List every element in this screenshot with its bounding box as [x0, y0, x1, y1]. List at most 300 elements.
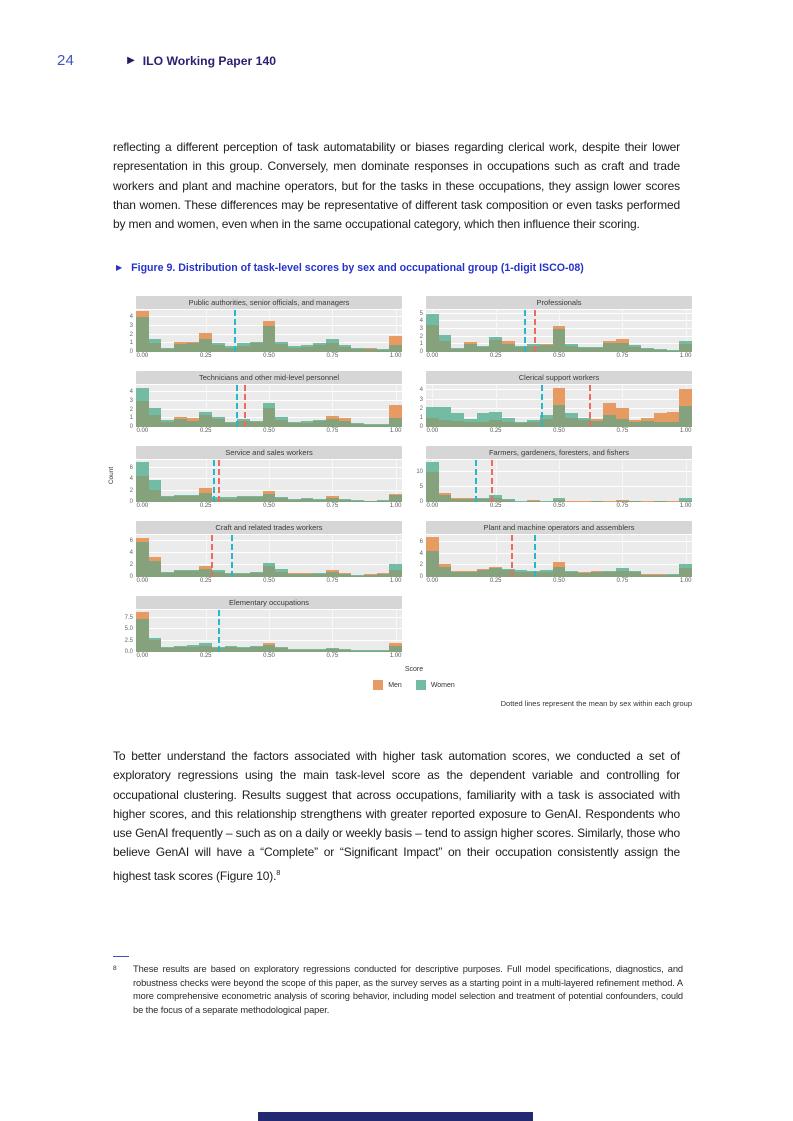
panel-mid	[408, 535, 692, 580]
bar-men	[641, 418, 654, 421]
bar-women	[527, 420, 540, 423]
header-title: ILO Working Paper 140	[142, 53, 276, 68]
page-header	[57, 52, 276, 69]
panel-title: Public authorities, senior officials, and managers	[136, 296, 402, 309]
footnote-text: These results are based on exploratory regressions conducted for descriptive purposes. Full model specifications, diagnostics, and robustness checks were beyond the scope of this paper, as the survey serves as a starting point in a multi-layered refinement method. A more comprehensive econometric analysis of scoring behavior, including model selection and treatment of potential confounders, could be the focus of a separate methodological paper.	[133, 964, 683, 1015]
bar-women	[250, 421, 263, 422]
bar-women	[136, 462, 149, 476]
legend-item-women	[416, 680, 455, 690]
bar-women	[275, 497, 288, 498]
bar-women	[149, 408, 162, 415]
y-tick-label: 0	[129, 574, 133, 580]
y-tick-label: 2	[419, 333, 423, 340]
bar-men	[136, 311, 149, 317]
x-tick-label: 1.00	[679, 353, 692, 359]
bar-men	[553, 388, 566, 405]
figure-panels-grid	[108, 296, 692, 662]
bar-women	[377, 349, 390, 350]
page-number: 24	[57, 52, 75, 69]
bar-women	[591, 347, 604, 348]
x-tick-label: 0.25	[489, 503, 502, 509]
bar-women	[187, 495, 200, 496]
x-tick-label: 1.00	[389, 503, 402, 509]
x-tick-label: 0.25	[489, 428, 502, 434]
bar-women	[565, 413, 578, 418]
x-tick-label: 0.50	[553, 353, 565, 359]
bar-overlap	[553, 405, 566, 427]
bar-overlap	[426, 551, 439, 577]
bar-overlap	[464, 344, 477, 352]
bar-men	[326, 570, 339, 572]
bar-overlap	[149, 640, 162, 652]
bar-women	[313, 420, 326, 421]
bar-women	[679, 564, 692, 568]
panel-title: Craft and related trades workers	[136, 521, 402, 534]
mean-line-women	[236, 385, 238, 427]
bar-women	[288, 346, 301, 348]
panel-2	[408, 296, 692, 362]
y-tick-label: 3	[129, 322, 133, 329]
mean-line-women	[524, 310, 526, 352]
bar-overlap	[389, 495, 402, 502]
bar-men	[199, 488, 212, 493]
bar-men	[616, 408, 629, 419]
x-tick-label: 0.75	[326, 653, 339, 659]
bar-women	[553, 498, 566, 500]
bar-men	[187, 418, 200, 421]
y-tick-label: 7.5	[124, 614, 133, 621]
bar-men	[377, 573, 390, 574]
panel-6	[408, 446, 692, 512]
x-tick-label: 0.50	[263, 353, 275, 359]
panel-y-axis	[408, 310, 426, 355]
panel-plot-area	[136, 460, 402, 502]
bar-overlap	[603, 415, 616, 427]
y-tick-label: 4	[419, 387, 423, 394]
bar-men	[578, 572, 591, 573]
bar-women	[199, 412, 212, 415]
bar-men	[136, 538, 149, 542]
x-tick-label: 0.75	[616, 503, 629, 509]
bar-women	[426, 407, 439, 418]
bar-men	[553, 562, 566, 567]
bar-men	[477, 569, 490, 570]
bar-overlap	[275, 420, 288, 427]
panel-x-axis	[136, 577, 402, 587]
y-tick-label: 0	[419, 424, 423, 430]
bar-women	[275, 417, 288, 420]
gridline-vertical	[559, 460, 560, 502]
bar-women	[288, 422, 301, 423]
bar-overlap	[389, 570, 402, 577]
bar-overlap	[439, 567, 452, 577]
panel-title: Service and sales workers	[136, 446, 402, 459]
x-tick-label: 0.75	[326, 503, 339, 509]
bar-women	[629, 571, 642, 572]
bar-women	[351, 575, 364, 576]
panel-y-axis	[408, 460, 426, 505]
bar-women	[212, 417, 225, 420]
x-tick-label: 0.75	[326, 428, 339, 434]
bar-women	[301, 421, 314, 423]
bar-men	[339, 418, 352, 421]
bar-overlap	[263, 566, 276, 577]
y-tick-label: 5	[419, 484, 423, 490]
bar-men	[136, 612, 149, 619]
bar-women	[313, 343, 326, 345]
panel-plot-area	[136, 310, 402, 352]
footnote-body	[113, 963, 683, 1017]
bar-women	[301, 345, 314, 347]
panel-mid	[408, 385, 692, 430]
x-tick-label: 0.00	[426, 353, 439, 359]
bar-women	[161, 572, 174, 573]
bar-overlap	[199, 339, 212, 352]
bar-overlap	[426, 325, 439, 352]
bar-men	[389, 336, 402, 345]
x-tick-label: 0.00	[426, 428, 439, 434]
x-tick-label: 0.00	[136, 503, 149, 509]
panel-mid	[118, 310, 402, 355]
bar-women	[351, 423, 364, 424]
y-tick-label: 0	[129, 499, 133, 505]
y-tick-label: 1	[419, 341, 423, 348]
bar-women	[237, 343, 250, 346]
bar-women	[187, 570, 200, 571]
y-tick-label: 1	[129, 340, 133, 347]
bar-men	[591, 419, 604, 421]
mean-line-women	[234, 310, 236, 352]
panel-7	[118, 521, 402, 587]
bar-men	[364, 348, 377, 350]
bar-women	[250, 646, 263, 647]
bar-men	[540, 344, 553, 346]
panel-1	[118, 296, 402, 362]
panel-mid	[118, 535, 402, 580]
bar-men	[301, 573, 314, 574]
bar-men	[629, 420, 642, 422]
bar-overlap	[149, 490, 162, 502]
bar-women	[629, 345, 642, 347]
bar-women	[489, 337, 502, 340]
mean-line-women	[541, 385, 543, 427]
bar-overlap	[212, 419, 225, 427]
y-tick-label: 2	[129, 406, 133, 413]
figure-caption	[116, 262, 680, 274]
x-tick-label: 0.25	[199, 653, 212, 659]
bar-women	[250, 342, 263, 344]
bar-overlap	[540, 345, 553, 352]
bar-men	[389, 494, 402, 495]
x-tick-label: 0.25	[489, 578, 502, 584]
bar-overlap	[553, 567, 566, 577]
panel-y-axis	[118, 610, 136, 655]
x-tick-label: 0.00	[426, 578, 439, 584]
bar-overlap	[489, 420, 502, 427]
bar-women	[351, 348, 364, 349]
mean-line-men	[534, 310, 536, 352]
bar-women	[377, 500, 390, 501]
x-tick-label: 0.00	[426, 503, 439, 509]
mean-line-men	[589, 385, 591, 427]
y-tick-label: 4	[129, 389, 133, 395]
bar-men	[451, 571, 464, 572]
bar-women	[377, 424, 390, 425]
bar-women	[237, 647, 250, 648]
bar-overlap	[426, 418, 439, 427]
bar-women	[161, 496, 174, 497]
mean-line-men	[511, 535, 513, 577]
bar-overlap	[389, 345, 402, 352]
y-tick-label: 1	[419, 414, 423, 421]
bar-overlap	[149, 343, 162, 352]
mean-line-men	[244, 385, 246, 427]
y-tick-label: 6	[129, 538, 133, 544]
bar-men	[426, 537, 439, 550]
y-tick-label: 2	[129, 562, 133, 568]
bar-women	[351, 500, 364, 501]
panel-mid	[118, 610, 402, 655]
mean-line-men	[491, 460, 493, 502]
bar-overlap	[603, 343, 616, 352]
y-tick-label: 0	[129, 349, 133, 355]
panel-mid	[118, 460, 402, 505]
bar-women	[540, 570, 553, 572]
panel-3	[118, 371, 402, 437]
panel-y-axis	[118, 535, 136, 580]
bar-women	[199, 643, 212, 646]
mean-line-women	[231, 535, 233, 577]
bar-women	[426, 462, 439, 473]
bar-men	[451, 498, 464, 499]
y-tick-label: 3	[419, 396, 423, 403]
bar-overlap	[565, 418, 578, 427]
gridline-vertical	[622, 460, 623, 502]
bar-women	[301, 498, 314, 499]
footnote-reference: 8	[276, 867, 281, 877]
bar-women	[667, 574, 680, 575]
bar-overlap	[679, 406, 692, 427]
panel-mid	[408, 460, 692, 505]
x-tick-label: 0.75	[616, 353, 629, 359]
bar-men	[187, 342, 200, 344]
y-tick-label: 6	[419, 539, 423, 545]
bar-women	[288, 499, 301, 500]
bar-women	[426, 314, 439, 325]
panel-x-axis	[136, 502, 402, 512]
bar-men	[616, 500, 629, 501]
y-tick-label: 2	[129, 331, 133, 338]
y-tick-label: 2	[419, 405, 423, 412]
x-tick-label: 0.75	[616, 428, 629, 434]
bar-men	[389, 405, 402, 418]
bar-women	[174, 495, 187, 496]
bar-women	[439, 335, 452, 340]
panel-title: Professionals	[426, 296, 692, 309]
bar-men	[149, 557, 162, 561]
bar-overlap	[489, 340, 502, 352]
bar-overlap	[326, 343, 339, 352]
bar-overlap	[136, 476, 149, 502]
mean-line-men	[211, 535, 213, 577]
x-tick-label: 0.25	[489, 353, 502, 359]
y-tick-label: 1	[129, 415, 133, 422]
bar-men	[326, 496, 339, 498]
x-tick-label: 0.75	[616, 578, 629, 584]
bar-women	[275, 569, 288, 573]
bar-overlap	[263, 326, 276, 352]
y-tick-label: 0	[419, 574, 423, 580]
bar-women	[603, 571, 616, 572]
bar-overlap	[174, 419, 187, 427]
panel-mid	[408, 310, 692, 355]
bar-women	[667, 350, 680, 351]
bar-overlap	[553, 329, 566, 352]
bar-women	[237, 496, 250, 497]
bar-overlap	[136, 317, 149, 352]
figure-caption-text: Figure 9. Distribution of task-level scores by sex and occupational group (1-digit ISCO-08)	[131, 262, 584, 274]
panel-title: Technicians and other mid-level personnel	[136, 371, 402, 384]
bar-overlap	[250, 343, 263, 352]
bar-women	[477, 346, 490, 347]
bar-overlap	[212, 345, 225, 352]
y-tick-label: 4	[129, 314, 133, 320]
bar-men	[654, 413, 667, 421]
x-tick-label: 0.25	[199, 353, 212, 359]
bar-women	[339, 499, 352, 500]
bar-men	[174, 417, 187, 420]
x-tick-label: 0.00	[136, 578, 149, 584]
panel-plot-area	[426, 535, 692, 577]
bar-men	[667, 412, 680, 421]
bar-women	[237, 573, 250, 574]
bar-men	[641, 574, 654, 575]
x-tick-label: 0.75	[326, 353, 339, 359]
x-tick-label: 0.00	[136, 353, 149, 359]
bar-women	[641, 348, 654, 349]
bar-overlap	[439, 495, 452, 502]
panel-plot-area	[426, 385, 692, 427]
bar-women	[389, 564, 402, 571]
x-tick-label: 1.00	[389, 353, 402, 359]
bar-women	[326, 339, 339, 343]
bar-overlap	[149, 415, 162, 427]
x-tick-label: 0.50	[263, 653, 275, 659]
bar-overlap	[489, 568, 502, 577]
panel-x-axis	[426, 427, 692, 437]
bar-overlap	[477, 570, 490, 577]
x-tick-label: 0.00	[136, 428, 149, 434]
bar-women	[451, 413, 464, 420]
bar-women	[161, 420, 174, 422]
bar-men	[489, 567, 502, 568]
mean-line-women	[475, 460, 477, 502]
panel-title: Farmers, gardeners, foresters, and fishers	[426, 446, 692, 459]
bar-women	[439, 407, 452, 420]
bar-women	[616, 568, 629, 571]
bar-women	[477, 413, 490, 421]
bar-men	[288, 573, 301, 574]
bar-men	[263, 643, 276, 645]
bar-overlap	[389, 418, 402, 427]
y-tick-label: 4	[419, 318, 423, 325]
bar-women	[212, 570, 225, 571]
bar-men	[263, 321, 276, 325]
footnote-separator	[113, 956, 129, 957]
bar-women	[339, 345, 352, 347]
y-tick-label: 4	[129, 476, 133, 483]
bar-overlap	[174, 344, 187, 352]
bar-women	[250, 572, 263, 573]
bar-women	[679, 341, 692, 345]
x-tick-label: 1.00	[679, 428, 692, 434]
bar-men	[591, 571, 604, 572]
panel-8	[408, 521, 692, 587]
bar-overlap	[426, 472, 439, 502]
panel-x-axis	[136, 352, 402, 362]
x-tick-label: 1.00	[389, 428, 402, 434]
bar-women	[149, 638, 162, 640]
bar-overlap	[136, 401, 149, 427]
bar-women	[263, 563, 276, 567]
y-tick-label: 4	[129, 550, 133, 556]
bar-men	[326, 416, 339, 420]
bar-women	[313, 499, 326, 500]
mean-line-women	[213, 460, 215, 502]
y-tick-label: 10	[416, 469, 423, 475]
bar-women	[364, 424, 377, 425]
bar-women	[187, 645, 200, 646]
x-tick-label: 0.00	[136, 653, 149, 659]
legend-item-men	[373, 680, 402, 690]
bar-women	[225, 646, 238, 647]
x-tick-label: 0.50	[553, 578, 565, 584]
panel-y-axis	[408, 535, 426, 580]
x-tick-label: 1.00	[389, 653, 402, 659]
panel-x-axis	[426, 502, 692, 512]
bar-women	[502, 418, 515, 422]
women-color-swatch	[416, 680, 426, 690]
legend-label-women: Women	[430, 681, 455, 689]
bar-women	[679, 498, 692, 500]
bar-women	[477, 498, 490, 499]
panel-plot-area	[136, 535, 402, 577]
bar-women	[275, 647, 288, 648]
bar-women	[565, 344, 578, 346]
panel-x-axis	[136, 427, 402, 437]
y-tick-label: 0	[129, 424, 133, 430]
x-tick-label: 0.50	[263, 428, 275, 434]
bar-men	[439, 493, 452, 495]
bar-women	[250, 496, 263, 497]
bar-men	[263, 491, 276, 494]
footnote-marker: 8	[113, 965, 117, 972]
bar-women	[149, 339, 162, 343]
page-footer-bar	[258, 1112, 533, 1121]
legend-label-men: Men	[388, 681, 402, 689]
y-tick-label: 2	[419, 562, 423, 569]
bar-overlap	[313, 345, 326, 352]
bar-men	[464, 571, 477, 572]
bar-overlap	[679, 344, 692, 352]
bar-overlap	[149, 561, 162, 577]
x-tick-label: 0.50	[553, 428, 565, 434]
bar-men	[174, 342, 187, 344]
gridline-vertical	[686, 460, 687, 502]
bar-overlap	[439, 341, 452, 352]
bar-overlap	[187, 343, 200, 352]
mean-line-women	[218, 610, 220, 652]
